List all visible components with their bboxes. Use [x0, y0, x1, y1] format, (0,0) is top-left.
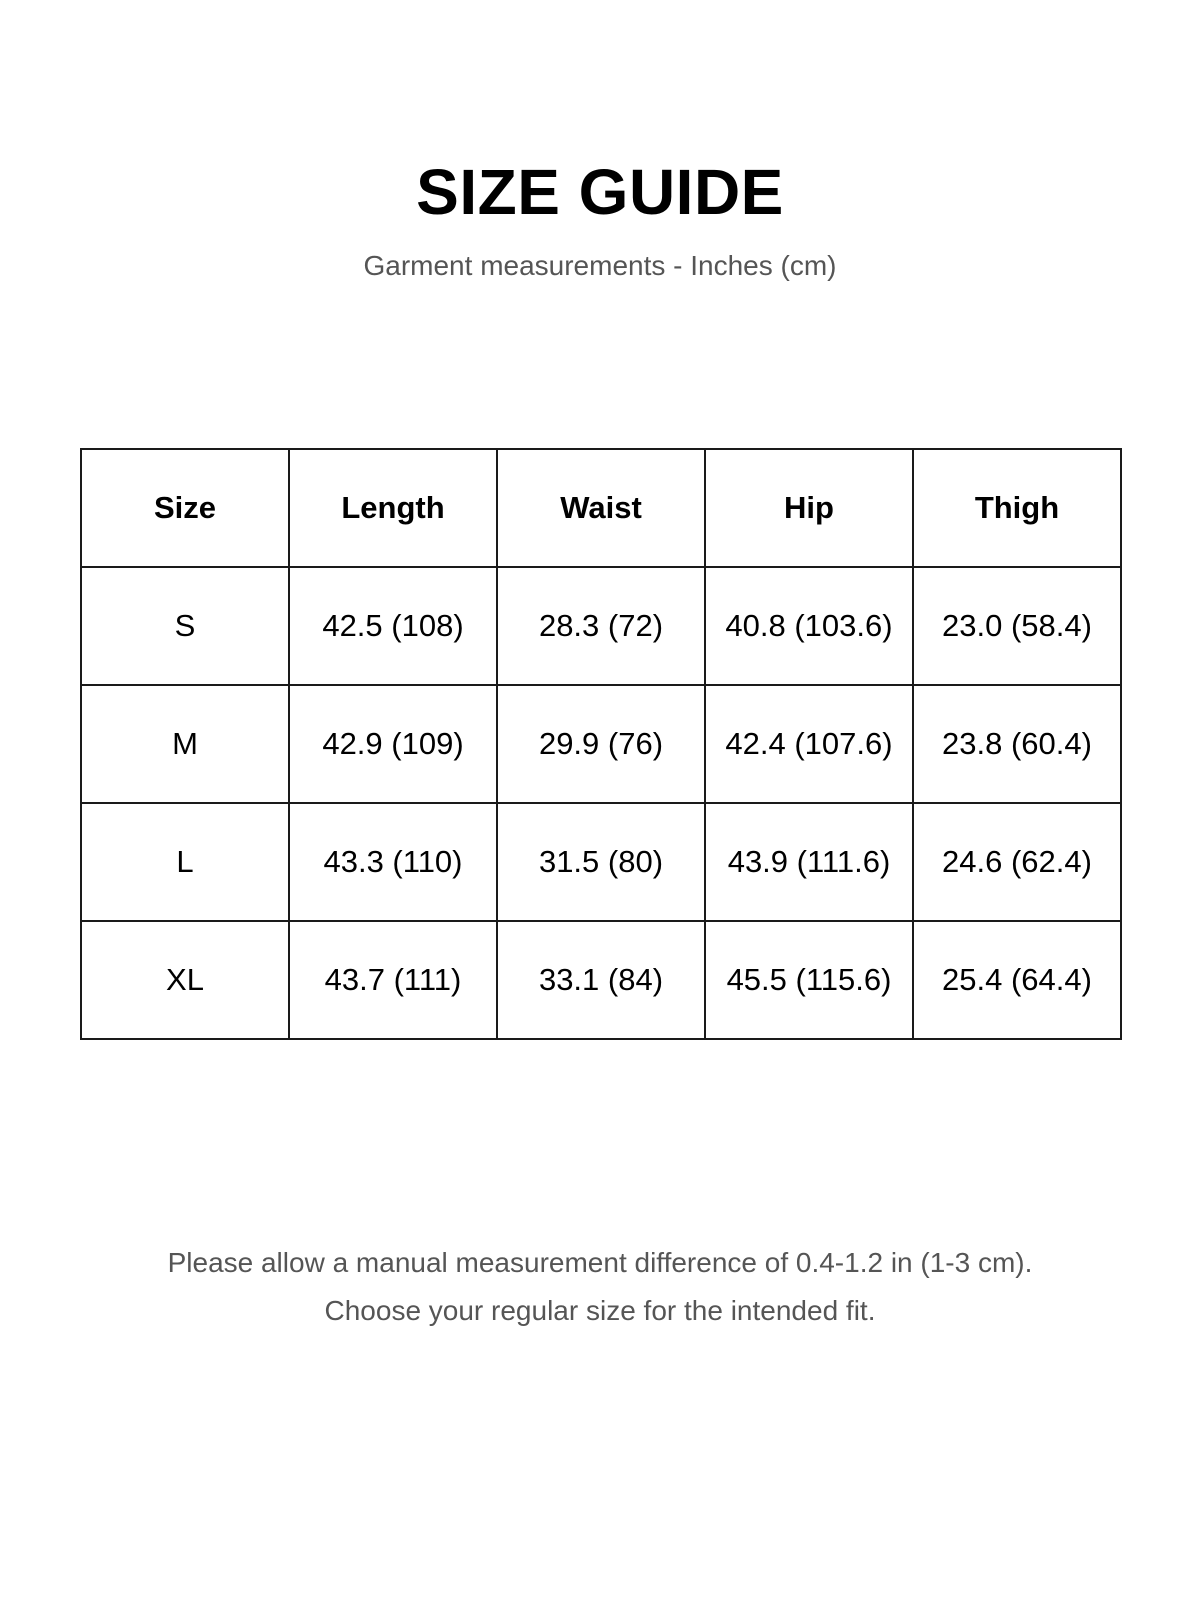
header-row	[81, 449, 1121, 567]
fit-note: Choose your regular size for the intended fit.	[324, 1295, 876, 1326]
table-row	[81, 685, 1121, 803]
cell-thigh: 23.8 (60.4)	[913, 685, 1121, 803]
cell-hip: 42.4 (107.6)	[705, 685, 913, 803]
page-subtitle: Garment measurements - Inches (cm)	[363, 250, 837, 281]
cell-size: XL	[81, 921, 289, 1039]
cell-waist: 31.5 (80)	[497, 803, 705, 921]
size-table-body	[81, 567, 1121, 1039]
table-row	[81, 921, 1121, 1039]
header-size: Size	[81, 449, 289, 567]
cell-thigh: 25.4 (64.4)	[913, 921, 1121, 1039]
cell-waist: 28.3 (72)	[497, 567, 705, 685]
measurement-note: Please allow a manual measurement difference of 0.4-1.2 in (1-3 cm).	[167, 1247, 1033, 1278]
header-waist: Waist	[497, 449, 705, 567]
header-thigh: Thigh	[913, 449, 1121, 567]
header-length: Length	[289, 449, 497, 567]
cell-waist: 33.1 (84)	[497, 921, 705, 1039]
cell-thigh: 23.0 (58.4)	[913, 567, 1121, 685]
cell-size: M	[81, 685, 289, 803]
header-hip: Hip	[705, 449, 913, 567]
table-row	[81, 567, 1121, 685]
cell-hip: 40.8 (103.6)	[705, 567, 913, 685]
size-table-header	[81, 449, 1121, 567]
cell-waist: 29.9 (76)	[497, 685, 705, 803]
cell-length: 43.3 (110)	[289, 803, 497, 921]
cell-hip: 43.9 (111.6)	[705, 803, 913, 921]
cell-thigh: 24.6 (62.4)	[913, 803, 1121, 921]
size-table	[80, 448, 1122, 1040]
cell-size: L	[81, 803, 289, 921]
cell-size: S	[81, 567, 289, 685]
page-title: SIZE GUIDE	[416, 156, 784, 228]
cell-length: 42.9 (109)	[289, 685, 497, 803]
table-row	[81, 803, 1121, 921]
cell-hip: 45.5 (115.6)	[705, 921, 913, 1039]
cell-length: 43.7 (111)	[289, 921, 497, 1039]
cell-length: 42.5 (108)	[289, 567, 497, 685]
